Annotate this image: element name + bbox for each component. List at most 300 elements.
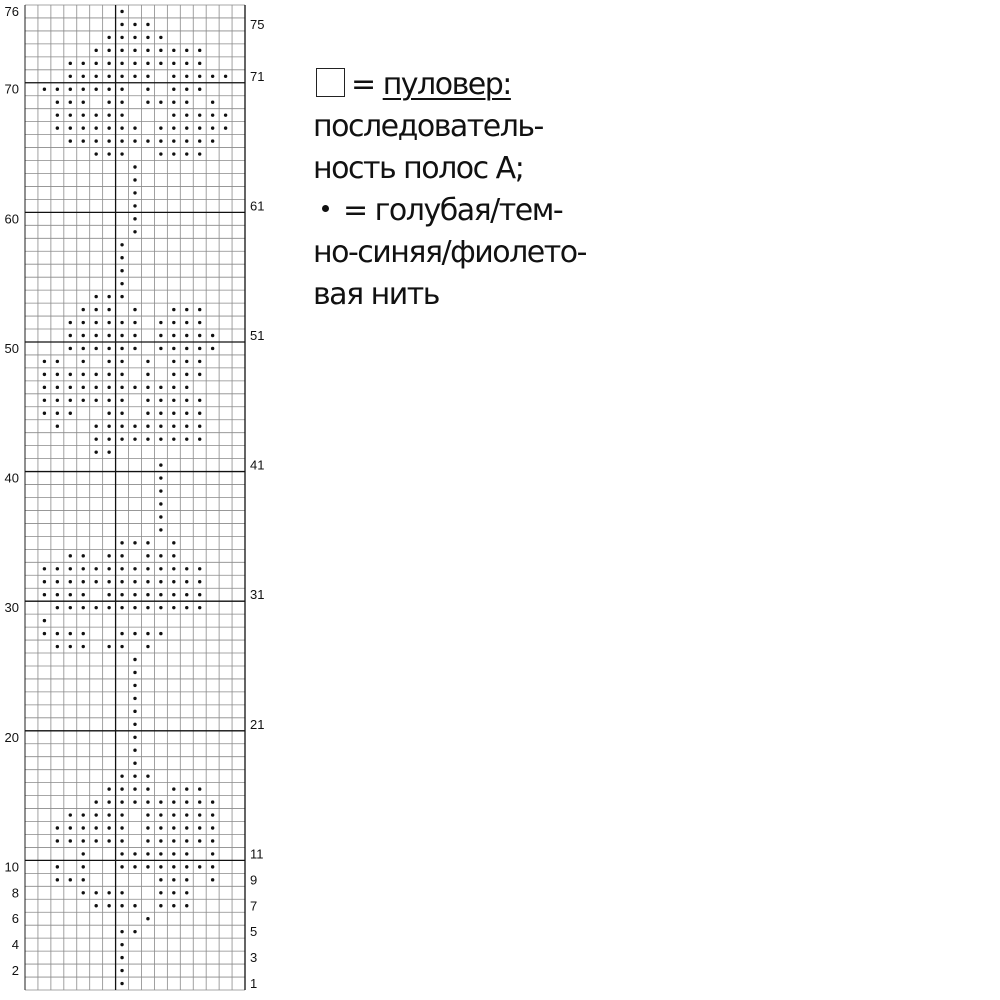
legend-dot-text: = голубая/тем- [343, 193, 563, 228]
stitch-dot [159, 567, 162, 570]
stitch-dot [82, 101, 85, 104]
stitch-dot [43, 593, 46, 596]
stitch-dot [185, 593, 188, 596]
stitch-dot [120, 101, 123, 104]
stitch-dot [159, 891, 162, 894]
stitch-dot [120, 852, 123, 855]
stitch-dot [172, 412, 175, 415]
stitch-dot [120, 75, 123, 78]
stitch-dot [120, 813, 123, 816]
stitch-dot [94, 839, 97, 842]
row-label-right: 5 [250, 924, 258, 940]
stitch-dot [172, 839, 175, 842]
stitch-dot [107, 580, 110, 583]
stitch-dot [146, 425, 149, 428]
stitch-dot [159, 399, 162, 402]
stitch-dot [185, 113, 188, 116]
stitch-dot [133, 139, 136, 142]
stitch-dot [159, 49, 162, 52]
stitch-dot [133, 904, 136, 907]
stitch-dot [172, 386, 175, 389]
stitch-dot [69, 321, 72, 324]
stitch-dot [172, 308, 175, 311]
stitch-dot [107, 645, 110, 648]
stitch-dot [56, 113, 59, 116]
stitch-dot [107, 126, 110, 129]
stitch-dot [56, 360, 59, 363]
stitch-dot [133, 774, 136, 777]
stitch-dot [198, 412, 201, 415]
stitch-dot [94, 321, 97, 324]
stitch-dot [120, 632, 123, 635]
stitch-dot [185, 878, 188, 881]
stitch-dot [146, 399, 149, 402]
stitch-dot [172, 75, 175, 78]
stitch-dot [120, 62, 123, 65]
stitch-dot [107, 450, 110, 453]
stitch-dot [82, 88, 85, 91]
stitch-dot [211, 75, 214, 78]
stitch-dot [172, 126, 175, 129]
stitch-dot [146, 852, 149, 855]
stitch-dot [107, 813, 110, 816]
stitch-dot [120, 386, 123, 389]
stitch-dot [94, 113, 97, 116]
stitch-dot [172, 152, 175, 155]
stitch-dot [107, 308, 110, 311]
stitch-dot [133, 230, 136, 233]
stitch-dot [172, 113, 175, 116]
stitch-dot [107, 800, 110, 803]
stitch-dot [107, 36, 110, 39]
stitch-dot [43, 567, 46, 570]
stitch-dot [107, 425, 110, 428]
stitch-dot [69, 412, 72, 415]
knitting-chart [0, 0, 290, 1000]
row-label-right: 61 [250, 198, 265, 214]
stitch-dot [120, 865, 123, 868]
stitch-dot [69, 554, 72, 557]
stitch-dot [133, 606, 136, 609]
stitch-dot [94, 580, 97, 583]
stitch-dot [133, 684, 136, 687]
stitch-dot [198, 88, 201, 91]
stitch-dot [159, 139, 162, 142]
stitch-dot [133, 852, 136, 855]
stitch-dot [146, 139, 149, 142]
dot-symbol [322, 205, 329, 212]
stitch-dot [172, 554, 175, 557]
stitch-dot [94, 606, 97, 609]
stitch-dot [94, 425, 97, 428]
stitch-dot [198, 839, 201, 842]
stitch-dot [198, 593, 201, 596]
row-label-left: 20 [4, 729, 19, 745]
stitch-dot [94, 295, 97, 298]
stitch-dot [120, 606, 123, 609]
stitch-dot [107, 839, 110, 842]
stitch-dot [82, 399, 85, 402]
stitch-dot [69, 88, 72, 91]
stitch-dot [172, 813, 175, 816]
row-label-left: 76 [4, 3, 19, 19]
stitch-dot [120, 826, 123, 829]
stitch-dot [185, 839, 188, 842]
row-label-left: 6 [11, 911, 19, 927]
stitch-dot [172, 62, 175, 65]
stitch-dot [56, 826, 59, 829]
stitch-dot [198, 334, 201, 337]
stitch-dot [224, 126, 227, 129]
stitch-dot [198, 437, 201, 440]
stitch-dot [198, 580, 201, 583]
stitch-dot [120, 541, 123, 544]
stitch-dot [172, 49, 175, 52]
stitch-dot [198, 567, 201, 570]
stitch-dot [69, 75, 72, 78]
stitch-dot [133, 710, 136, 713]
stitch-dot [94, 386, 97, 389]
stitch-dot [94, 49, 97, 52]
stitch-dot [172, 373, 175, 376]
stitch-dot [56, 399, 59, 402]
stitch-dot [185, 373, 188, 376]
stitch-dot [82, 308, 85, 311]
stitch-dot [120, 982, 123, 985]
stitch-dot [107, 593, 110, 596]
stitch-dot [133, 191, 136, 194]
stitch-dot [82, 386, 85, 389]
stitch-dot [94, 826, 97, 829]
row-label-right: 71 [250, 68, 265, 84]
stitch-dot [159, 412, 162, 415]
row-label-left: 30 [4, 600, 19, 616]
stitch-dot [82, 554, 85, 557]
row-label-right: 1 [250, 976, 258, 992]
stitch-dot [159, 852, 162, 855]
stitch-dot [172, 606, 175, 609]
stitch-dot [211, 126, 214, 129]
row-label-right: 21 [250, 716, 265, 732]
stitch-dot [185, 360, 188, 363]
stitch-dot [94, 373, 97, 376]
stitch-dot [107, 399, 110, 402]
stitch-dot [133, 697, 136, 700]
stitch-dot [211, 800, 214, 803]
stitch-dot [94, 139, 97, 142]
stitch-dot [211, 334, 214, 337]
stitch-dot [107, 88, 110, 91]
stitch-dot [159, 606, 162, 609]
stitch-dot [185, 88, 188, 91]
stitch-dot [120, 645, 123, 648]
stitch-dot [56, 878, 59, 881]
stitch-dot [172, 139, 175, 142]
stitch-dot [120, 10, 123, 13]
stitch-dot [185, 800, 188, 803]
stitch-dot [159, 632, 162, 635]
stitch-dot [120, 373, 123, 376]
stitch-dot [198, 139, 201, 142]
stitch-dot [56, 386, 59, 389]
stitch-dot [146, 826, 149, 829]
stitch-dot [198, 113, 201, 116]
stitch-dot [146, 412, 149, 415]
stitch-dot [107, 334, 110, 337]
stitch-dot [159, 580, 162, 583]
stitch-dot [56, 373, 59, 376]
stitch-dot [146, 101, 149, 104]
stitch-dot [94, 126, 97, 129]
stitch-dot [172, 88, 175, 91]
stitch-dot [94, 308, 97, 311]
stitch-dot [120, 412, 123, 415]
stitch-dot [94, 347, 97, 350]
stitch-dot [82, 593, 85, 596]
stitch-dot [133, 930, 136, 933]
stitch-dot [94, 334, 97, 337]
stitch-dot [82, 645, 85, 648]
row-label-left: 40 [4, 470, 19, 486]
stitch-dot [82, 580, 85, 583]
stitch-dot [56, 126, 59, 129]
stitch-dot [43, 386, 46, 389]
stitch-dot [146, 865, 149, 868]
stitch-dot [56, 580, 59, 583]
stitch-dot [133, 723, 136, 726]
legend-empty-cell-line [313, 64, 643, 106]
stitch-dot [120, 593, 123, 596]
stitch-dot [120, 774, 123, 777]
stitch-dot [107, 152, 110, 155]
stitch-dot [185, 334, 188, 337]
stitch-dot [211, 852, 214, 855]
stitch-dot [94, 450, 97, 453]
row-label-left: 60 [4, 211, 19, 227]
stitch-dot [43, 399, 46, 402]
stitch-dot [185, 49, 188, 52]
stitch-dot [172, 826, 175, 829]
stitch-dot [198, 347, 201, 350]
stitch-dot [172, 878, 175, 881]
stitch-dot [198, 787, 201, 790]
stitch-dot [82, 360, 85, 363]
stitch-dot [198, 75, 201, 78]
stitch-dot [133, 749, 136, 752]
row-label-right: 31 [250, 587, 265, 603]
stitch-dot [120, 49, 123, 52]
stitch-dot [82, 813, 85, 816]
stitch-dot [120, 567, 123, 570]
stitch-dot [159, 334, 162, 337]
stitch-dot [133, 736, 136, 739]
stitch-dot [146, 88, 149, 91]
row-label-left: 4 [11, 937, 19, 953]
stitch-dot [185, 399, 188, 402]
stitch-dot [120, 295, 123, 298]
stitch-dot [120, 891, 123, 894]
stitch-dot [69, 826, 72, 829]
stitch-dot [133, 671, 136, 674]
stitch-dot [198, 49, 201, 52]
stitch-dot [133, 761, 136, 764]
stitch-dot [185, 606, 188, 609]
stitch-dot [120, 23, 123, 26]
stitch-dot [146, 580, 149, 583]
stitch-dot [120, 269, 123, 272]
stitch-dot [172, 800, 175, 803]
row-label-right: 41 [250, 457, 265, 473]
stitch-dot [146, 373, 149, 376]
stitch-dot [185, 152, 188, 155]
stitch-dot [146, 437, 149, 440]
stitch-dot [82, 347, 85, 350]
stitch-dot [224, 75, 227, 78]
stitch-dot [120, 839, 123, 842]
stitch-dot [82, 334, 85, 337]
stitch-dot [69, 126, 72, 129]
stitch-dot [69, 399, 72, 402]
stitch-dot [43, 373, 46, 376]
stitch-dot [94, 813, 97, 816]
stitch-dot [146, 49, 149, 52]
stitch-dot [211, 113, 214, 116]
stitch-dot [56, 425, 59, 428]
empty-cell-symbol [316, 68, 345, 97]
stitch-dot [69, 139, 72, 142]
stitch-dot [185, 126, 188, 129]
stitch-dot [172, 580, 175, 583]
stitch-dot [146, 839, 149, 842]
stitch-dot [146, 774, 149, 777]
stitch-dot [133, 23, 136, 26]
stitch-dot [107, 295, 110, 298]
stitch-dot [82, 632, 85, 635]
stitch-dot [185, 75, 188, 78]
stitch-dot [198, 308, 201, 311]
stitch-dot [172, 865, 175, 868]
stitch-dot [107, 787, 110, 790]
stitch-dot [159, 826, 162, 829]
stitch-dot [94, 904, 97, 907]
stitch-dot [172, 360, 175, 363]
stitch-dot [185, 62, 188, 65]
stitch-dot [185, 437, 188, 440]
stitch-dot [172, 321, 175, 324]
stitch-dot [94, 567, 97, 570]
stitch-dot [198, 425, 201, 428]
stitch-dot [94, 437, 97, 440]
stitch-dot [107, 904, 110, 907]
stitch-dot [120, 256, 123, 259]
stitch-dot [107, 62, 110, 65]
stitch-dot [146, 75, 149, 78]
stitch-dot [159, 865, 162, 868]
stitch-dot [82, 567, 85, 570]
stitch-dot [172, 593, 175, 596]
stitch-dot [56, 865, 59, 868]
stitch-dot [69, 567, 72, 570]
stitch-dot [133, 567, 136, 570]
stitch-dot [43, 360, 46, 363]
stitch-dot [133, 865, 136, 868]
stitch-dot [107, 386, 110, 389]
stitch-dot [120, 113, 123, 116]
stitch-dot [198, 126, 201, 129]
stitch-dot [159, 476, 162, 479]
stitch-dot [133, 437, 136, 440]
stitch-dot [159, 126, 162, 129]
stitch-dot [107, 437, 110, 440]
stitch-dot [107, 321, 110, 324]
legend-line-6: вая нить [313, 277, 439, 312]
stitch-dot [185, 101, 188, 104]
stitch-dot [69, 645, 72, 648]
stitch-dot [107, 101, 110, 104]
row-label-right: 9 [250, 872, 258, 888]
stitch-dot [43, 632, 46, 635]
stitch-dot [185, 904, 188, 907]
stitch-dot [94, 75, 97, 78]
stitch-dot [211, 826, 214, 829]
stitch-dot [56, 593, 59, 596]
stitch-dot [159, 554, 162, 557]
stitch-dot [94, 399, 97, 402]
legend-title: пуловер: [382, 67, 511, 102]
stitch-dot [159, 813, 162, 816]
stitch-dot [94, 152, 97, 155]
legend-line-5: но-синяя/фиолето- [313, 235, 586, 270]
stitch-dot [172, 787, 175, 790]
stitch-dot [107, 49, 110, 52]
stitch-dot [69, 593, 72, 596]
stitch-dot [107, 606, 110, 609]
stitch-dot [185, 567, 188, 570]
legend [313, 64, 643, 316]
stitch-dot [133, 204, 136, 207]
stitch-dot [120, 930, 123, 933]
stitch-dot [211, 347, 214, 350]
row-label-right: 11 [250, 846, 264, 862]
stitch-dot [159, 386, 162, 389]
stitch-dot [159, 515, 162, 518]
stitch-dot [172, 904, 175, 907]
stitch-dot [172, 425, 175, 428]
stitch-dot [211, 839, 214, 842]
stitch-dot [198, 865, 201, 868]
stitch-dot [198, 813, 201, 816]
stitch-dot [146, 606, 149, 609]
stitch-dot [82, 878, 85, 881]
stitch-dot [146, 360, 149, 363]
stitch-dot [69, 606, 72, 609]
row-label-left: 2 [11, 963, 19, 979]
stitch-dot [198, 800, 201, 803]
stitch-dot [107, 826, 110, 829]
stitch-dot [82, 62, 85, 65]
stitch-dot [133, 217, 136, 220]
stitch-dot [120, 800, 123, 803]
stitch-dot [185, 787, 188, 790]
stitch-dot [69, 580, 72, 583]
stitch-dot [82, 75, 85, 78]
stitch-dot [159, 904, 162, 907]
stitch-dot [120, 554, 123, 557]
row-label-right: 75 [250, 16, 265, 32]
stitch-dot [120, 36, 123, 39]
stitch-dot [133, 62, 136, 65]
stitch-dot [120, 956, 123, 959]
